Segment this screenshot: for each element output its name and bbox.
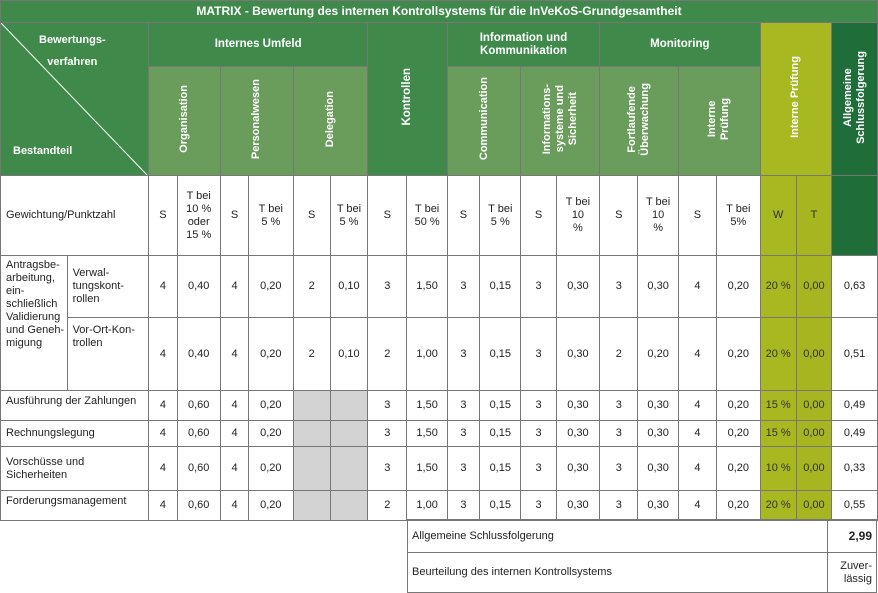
group-allgemeine: [832, 23, 878, 176]
weight-cell: S: [149, 176, 177, 256]
sub-fortlaufende-label: Fortlaufende Überwachung: [625, 82, 651, 156]
table-row: [1, 447, 878, 491]
weight-cell: T bei 5 %: [249, 176, 293, 256]
weight-cell: S: [368, 176, 407, 256]
row-sublabel: Vor-Ort-Kon- trollen: [67, 318, 149, 391]
cell: 0,60: [177, 447, 220, 491]
cell: 3: [447, 491, 479, 521]
cell: 3: [368, 256, 407, 318]
cell: 0,20: [249, 491, 293, 521]
sub-informationssysteme: [521, 67, 600, 176]
cell: 3: [447, 447, 479, 491]
summary-allgemeine-label: Allgemeine Schlussfolgerung: [408, 520, 828, 553]
cell: 0,30: [638, 256, 678, 318]
cell: 0,30: [556, 447, 599, 491]
cell: 3: [368, 421, 407, 447]
cell: 0,20: [638, 318, 678, 391]
weights-row: [1, 176, 878, 256]
cell: 3: [447, 391, 479, 421]
cell-allgemeine: 0,33: [832, 447, 878, 491]
cell: 3: [521, 491, 556, 521]
weight-cell: S: [293, 176, 330, 256]
cell-allgemeine: 0,49: [832, 421, 878, 447]
cell: 0,30: [556, 256, 599, 318]
cell-t: 0,00: [796, 447, 831, 491]
summary-beurteilung-value: Zuver- lässig: [828, 553, 877, 593]
cell: 2: [293, 318, 330, 391]
cell: 4: [220, 491, 248, 521]
empty-cell: [293, 391, 330, 421]
cell: 0,20: [249, 391, 293, 421]
weight-cell: S: [678, 176, 716, 256]
cell: 0,30: [638, 447, 678, 491]
cell: 3: [521, 391, 556, 421]
cell: 4: [149, 447, 177, 491]
weight-cell-t: T: [796, 176, 831, 256]
cell: 3: [521, 318, 556, 391]
cell: 0,20: [717, 447, 760, 491]
cell: 3: [447, 421, 479, 447]
cell: 4: [220, 447, 248, 491]
cell: 3: [600, 391, 638, 421]
cell: 2: [293, 256, 330, 318]
cell: 0,30: [638, 491, 678, 521]
cell: 0,15: [480, 391, 521, 421]
group-interne-pruefung: [760, 23, 832, 176]
sub-delegation-label: Delegation: [323, 90, 336, 148]
corner-top-label: Bewertungs- verfahren: [39, 34, 106, 68]
cell-allgemeine: 0,55: [832, 491, 878, 521]
cell: 0,20: [249, 256, 293, 318]
cell: 3: [447, 256, 479, 318]
cell: 3: [521, 421, 556, 447]
cell-allgemeine: 0,63: [832, 256, 878, 318]
group-kontrollen-label: Kontrollen: [400, 68, 413, 126]
group-kontrollen: [368, 23, 448, 176]
cell-w: 15 %: [760, 391, 796, 421]
cell: 0,15: [480, 491, 521, 521]
sub-informationssysteme-label: Informations- systeme und Sicherheit: [540, 83, 579, 155]
table-row: [1, 421, 878, 447]
cell: 2: [600, 318, 638, 391]
weight-cell: S: [600, 176, 638, 256]
cell: 0,60: [177, 421, 220, 447]
cell: 4: [220, 391, 248, 421]
cell: 0,30: [556, 421, 599, 447]
cell: 2: [368, 318, 407, 391]
cell-t: 0,00: [796, 391, 831, 421]
empty-cell: [330, 421, 367, 447]
cell: 4: [149, 491, 177, 521]
cell: 0,20: [249, 447, 293, 491]
cell: 0,15: [480, 256, 521, 318]
cell: 4: [149, 391, 177, 421]
cell-t: 0,00: [796, 491, 831, 521]
cell-w: 10 %: [760, 447, 796, 491]
cell: 0,20: [249, 421, 293, 447]
cell: 0,40: [177, 318, 220, 391]
cell-t: 0,00: [796, 256, 831, 318]
cell: 0,30: [556, 318, 599, 391]
cell: 2: [368, 491, 407, 521]
table-row: [1, 256, 878, 318]
weight-cell: T bei 5%: [717, 176, 760, 256]
weight-cell: S: [220, 176, 248, 256]
cell-t: 0,00: [796, 421, 831, 447]
cell: 3: [600, 421, 638, 447]
row-label: Ausführung der Zahlungen: [1, 391, 149, 421]
corner-header: [1, 23, 149, 176]
summary-allgemeine-value: 2,99: [828, 520, 877, 553]
cell: 4: [678, 391, 716, 421]
cell: 0,15: [480, 421, 521, 447]
weight-cell: T bei 5 %: [330, 176, 367, 256]
cell: 4: [149, 421, 177, 447]
cell: 0,20: [717, 391, 760, 421]
cell: 1,50: [407, 256, 447, 318]
cell-w: 20 %: [760, 318, 796, 391]
sub-organisation: [149, 67, 221, 176]
empty-cell: [330, 447, 367, 491]
row-sublabel: Verwal- tungskont- rollen: [67, 256, 149, 318]
cell: 3: [600, 491, 638, 521]
corner-bottom-label: Bestandteil: [13, 145, 73, 157]
cell: 3: [521, 256, 556, 318]
table-title: MATRIX - Bewertung des internen Kontrollsystems für die InVeKoS-Grundgesamtheit: [1, 1, 878, 23]
summary-row-beurteilung: [408, 553, 877, 593]
summary-table: [407, 519, 877, 593]
summary-beurteilung-label: Beurteilung des internen Kontrollsystems: [408, 553, 828, 593]
cell: 0,60: [177, 491, 220, 521]
row-label: Forderungsmanagement: [1, 491, 149, 521]
cell: 0,60: [177, 391, 220, 421]
sub-delegation: [293, 67, 368, 176]
sub-communication: [447, 67, 521, 176]
group-interne-pruefung-label: Interne Prüfung: [789, 56, 802, 138]
cell: 3: [521, 447, 556, 491]
cell: 3: [600, 256, 638, 318]
cell: 3: [447, 318, 479, 391]
sub-interne-pruefung: [678, 67, 760, 176]
sub-fortlaufende: [600, 67, 679, 176]
group-monitoring: Monitoring: [600, 23, 760, 67]
cell: 1,00: [407, 318, 447, 391]
group-allgemeine-label: Allgemeine Schlussfolgerung: [841, 50, 867, 144]
cell: 0,15: [480, 318, 521, 391]
sub-interne-pruefung-label: Interne Prüfung: [706, 97, 732, 141]
cell: 0,10: [330, 256, 367, 318]
sub-personalwesen-label: Personalwesen: [250, 78, 263, 160]
weight-cell: T bei 10 %: [556, 176, 599, 256]
cell: 4: [678, 447, 716, 491]
weight-cell: S: [447, 176, 479, 256]
cell: 4: [149, 318, 177, 391]
cell-allgemeine: 0,49: [832, 391, 878, 421]
cell: 4: [678, 491, 716, 521]
cell: 0,30: [638, 421, 678, 447]
empty-cell: [330, 491, 367, 521]
weight-cell: S: [521, 176, 556, 256]
cell: 0,30: [556, 391, 599, 421]
table-row: [1, 391, 878, 421]
weight-cell: T bei 10 %: [638, 176, 678, 256]
cell-w: 15 %: [760, 421, 796, 447]
cell: 1,00: [407, 491, 447, 521]
cell: 3: [368, 391, 407, 421]
cell: 0,20: [249, 318, 293, 391]
cell: 1,50: [407, 421, 447, 447]
weight-cell: T bei 50 %: [407, 176, 447, 256]
cell-t: 0,00: [796, 318, 831, 391]
table-row: [1, 318, 878, 391]
weight-cell: T bei 5 %: [480, 176, 521, 256]
cell: 1,50: [407, 447, 447, 491]
row-label: Rechnungslegung: [1, 421, 149, 447]
weight-cell: T bei 10 % oder 15 %: [177, 176, 220, 256]
cell: 0,20: [717, 318, 760, 391]
cell: 0,30: [638, 391, 678, 421]
group-internes-umfeld: Internes Umfeld: [149, 23, 368, 67]
cell: 0,20: [717, 256, 760, 318]
sub-organisation-label: Organisation: [178, 85, 191, 153]
table-row: [1, 491, 878, 521]
cell: 3: [600, 447, 638, 491]
cell: 4: [678, 421, 716, 447]
cell: 4: [220, 421, 248, 447]
empty-cell: [330, 391, 367, 421]
cell: 4: [678, 256, 716, 318]
group-information: Information und Kommunikation: [447, 23, 599, 67]
cell: 0,10: [330, 318, 367, 391]
cell-w: 20 %: [760, 491, 796, 521]
empty-cell: [293, 447, 330, 491]
cell-allgemeine: 0,51: [832, 318, 878, 391]
empty-cell: [293, 421, 330, 447]
cell: 0,20: [717, 491, 760, 521]
weights-label: Gewichtung/Punktzahl: [1, 176, 149, 256]
cell: 4: [678, 318, 716, 391]
empty-cell: [293, 491, 330, 521]
sub-communication-label: Communication: [477, 77, 490, 161]
weight-cell-w: W: [760, 176, 796, 256]
cell: 3: [368, 447, 407, 491]
cell: 0,40: [177, 256, 220, 318]
cell: 0,30: [556, 491, 599, 521]
cell: 4: [220, 256, 248, 318]
cell-w: 20 %: [760, 256, 796, 318]
cell: 4: [220, 318, 248, 391]
weight-cell-allgemeine: [832, 176, 878, 256]
sub-personalwesen: [220, 67, 293, 176]
cell: 0,15: [480, 447, 521, 491]
cell: 4: [149, 256, 177, 318]
row-label: Vorschüsse und Sicherheiten: [1, 447, 149, 491]
row-label-antragsbearbeitung: Antragsbe- arbeitung, ein- schließlich Validierung und Geneh- migung: [1, 256, 68, 391]
cell: 0,20: [717, 421, 760, 447]
cell: 1,50: [407, 391, 447, 421]
summary-row-allgemeine: [408, 520, 877, 553]
